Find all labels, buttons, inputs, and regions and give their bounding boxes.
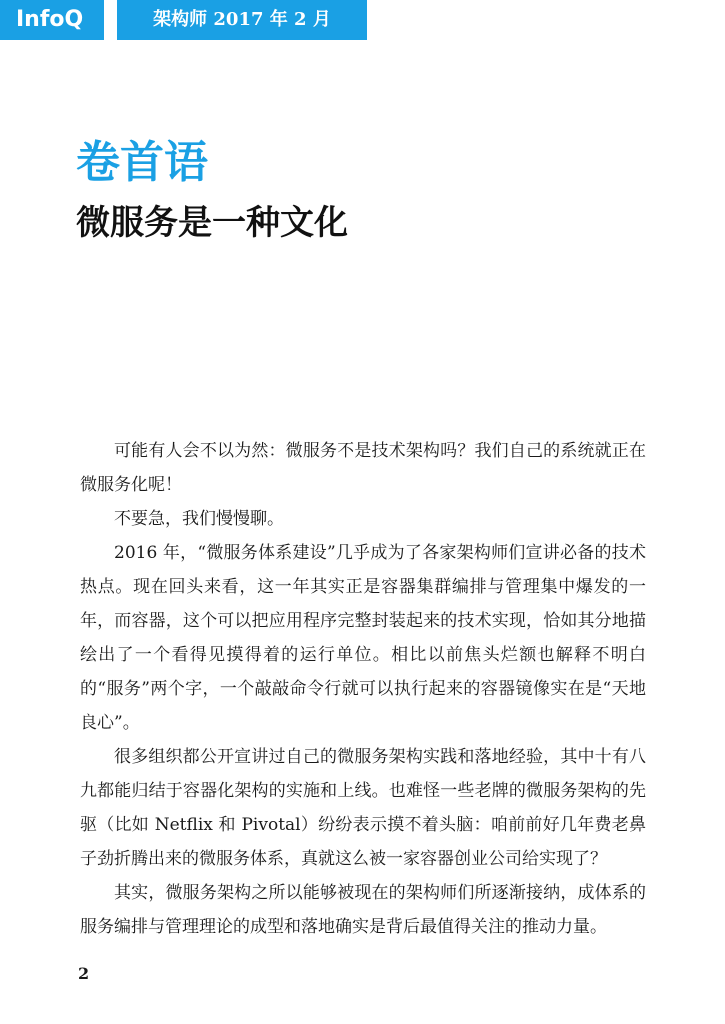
paragraph: 其实，微服务架构之所以能够被现在的架构师们所逐渐接纳，成体系的服务编排与管理理论的成型和落地确实是背后最值得关注的推动力量。 [80,883,646,937]
infoq-logo: InfoQ [0,0,104,40]
section-title: 卷首语 [76,137,208,188]
paragraph: 2016 年，“微服务体系建设”几乎成为了各家架构师们宣讲必备的技术热点。现在回头来看，这一年其实正是容器集群编排与管理集中爆发的一年，而容器，这个可以把应用程序完整封装起来的技术实现，恰如其分地描绘出了一个看得见摸得着的运行单位。相比以前焦头烂额也解释不明白的“服务”两个字，一个敲敲命令行就可以执行起来的容器镜像实在是“天地良心”。 [80,543,646,733]
paragraph: 可能有人会不以为然：微服务不是技术架构吗？我们自己的系统就正在微服务化呢！ [80,441,646,495]
article-body [80,434,646,944]
issue-label: 架构师 2017 年 2 月 [117,0,367,40]
paragraph: 很多组织都公开宣讲过自己的微服务架构实践和落地经验，其中十有八九都能归结于容器化架构的实施和上线。也难怪一些老牌的微服务架构的先驱（比如 Netflix 和 Pivotal）纷纷表示摸不着头脑：咱前前好几年费老鼻子劲折腾出来的微服务体系，真就这么被一家容器创业公司给实现了？ [80,747,646,869]
paragraph: 不要急，我们慢慢聊。 [114,509,284,529]
article-title: 微服务是一种文化 [76,203,348,243]
page-number: 2 [78,964,90,983]
